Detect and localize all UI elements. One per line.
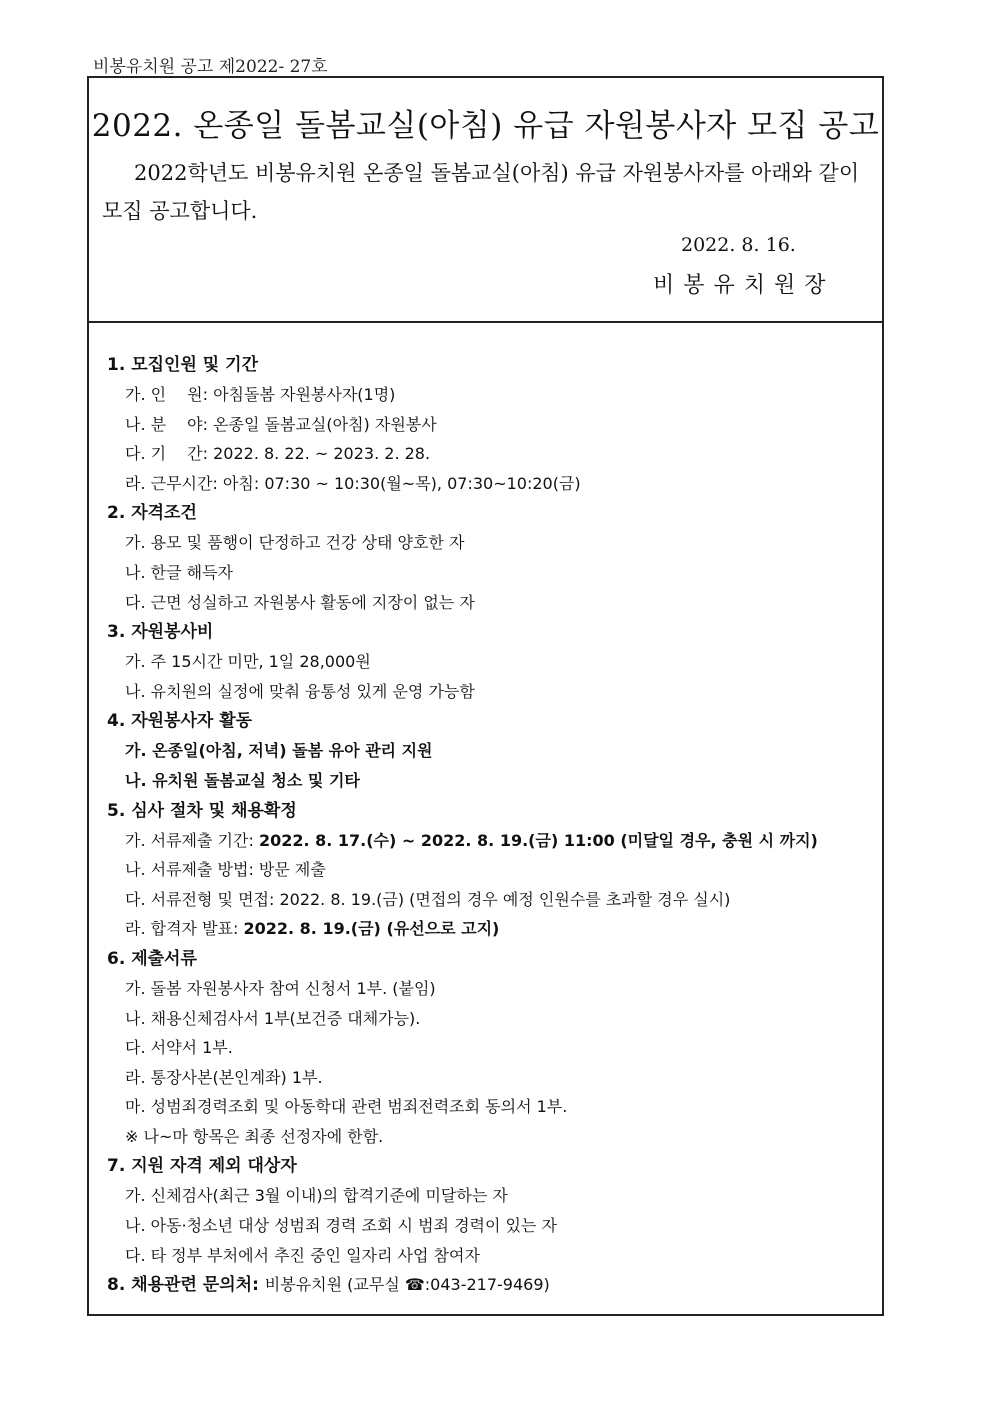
list-item: 나. 아동·청소년 대상 성범죄 경력 조회 시 범죄 경력이 있는 자 bbox=[125, 1216, 557, 1236]
section-title: 3. 자원봉사비 bbox=[107, 622, 214, 643]
section-exclusions bbox=[107, 1151, 872, 1270]
section-title: 1. 모집인원 및 기간 bbox=[107, 355, 258, 375]
list-item: 가. 온종일(아침, 저녁) 돌봄 유아 관리 지원 bbox=[125, 741, 433, 761]
notice-title: 2022. 온종일 돌봄교실(아침) 유급 자원봉사자 모집 공고 bbox=[91, 108, 880, 144]
section-title: 5. 심사 절차 및 채용확정 bbox=[107, 800, 297, 821]
document-number: 비봉유치원 공고 제2022- 27호 bbox=[93, 57, 328, 77]
section-documents bbox=[107, 944, 872, 1152]
notice-signer: 비봉유치원장 bbox=[653, 273, 835, 298]
section-procedure bbox=[107, 796, 872, 944]
list-item: 가. 주 15시간 미만, 1일 28,000원 bbox=[125, 652, 371, 672]
section-activities bbox=[107, 706, 872, 795]
list-item: 다. 기 간: 2022. 8. 22. ~ 2023. 2. 28. bbox=[125, 444, 431, 464]
list-item bbox=[107, 826, 872, 856]
list-item: 나. 유치원 돌봄교실 청소 및 기타 bbox=[125, 770, 360, 790]
list-item: 라. 근무시간: 아침: 07:30 ~ 10:30(월~목), 07:30~10:20(금) bbox=[125, 473, 581, 493]
section-recruitment bbox=[107, 350, 872, 498]
section-title: 4. 자원봉사자 활동 bbox=[107, 711, 253, 732]
section-pay bbox=[107, 617, 872, 706]
list-item: 나. 한글 해득자 bbox=[125, 562, 233, 582]
list-item: 마. 성범죄경력조회 및 아동학대 관련 범죄전력조회 동의서 1부. bbox=[125, 1097, 568, 1117]
notice-intro: 2022학년도 비봉유치원 온종일 돌봄교실(아침) 유급 자원봉사자를 아래와 같이 모집 공고합니다. bbox=[102, 161, 860, 223]
contact-value: 비봉유치원 (교무실 ☎:043-217-9469) bbox=[264, 1275, 550, 1295]
list-item: 가. 용모 및 품행이 단정하고 건강 상태 양호한 자 bbox=[125, 533, 465, 553]
list-item: 나. 채용신체검사서 1부(보건증 대체가능). bbox=[125, 1008, 421, 1028]
notice-date: 2022. 8. 16. bbox=[681, 234, 796, 256]
list-item: 다. 타 정부 부처에서 추진 중인 일자리 사업 참여자 bbox=[125, 1245, 480, 1265]
list-item: 가. 인 원: 아침돌봄 자원봉사자(1명) bbox=[125, 385, 396, 404]
item-value: 2022. 8. 19.(금) (유선으로 고지) bbox=[243, 919, 500, 939]
list-item: 가. 돌봄 자원봉사자 참여 신청서 1부. (붙임) bbox=[125, 978, 436, 998]
section-contact bbox=[107, 1270, 872, 1300]
list-item: 다. 근면 성실하고 자원봉사 활동에 지장이 없는 자 bbox=[125, 592, 475, 612]
notice-body bbox=[107, 350, 872, 1300]
item-value: 2022. 8. 17.(수) ~ 2022. 8. 19.(금) 11:00 (미달일 경우, 충원 시 까지) bbox=[258, 830, 818, 850]
list-item: 나. 유치원의 실정에 맞춰 융통성 있게 운영 가능함 bbox=[125, 681, 475, 701]
section-title: 7. 지원 자격 제외 대상자 bbox=[107, 1156, 297, 1177]
contact-label: 8. 채용관련 문의처: bbox=[107, 1275, 265, 1296]
list-item bbox=[107, 914, 872, 944]
list-item: 다. 서약서 1부. bbox=[125, 1038, 233, 1058]
list-item: 나. 분 야: 온종일 돌봄교실(아침) 자원봉사 bbox=[125, 414, 437, 434]
note: ※ 나~마 항목은 최종 선정자에 한함. bbox=[125, 1126, 384, 1146]
section-title: 6. 제출서류 bbox=[107, 948, 197, 969]
item-label: 라. 합격자 발표: bbox=[125, 919, 244, 939]
list-item: 라. 통장사본(본인계좌) 1부. bbox=[125, 1067, 323, 1087]
section-qualifications bbox=[107, 498, 872, 617]
list-item: 다. 서류전형 및 면접: 2022. 8. 19.(금) (면접의 경우 예정 인원수를 초과할 경우 실시) bbox=[125, 889, 731, 909]
notice-header bbox=[89, 78, 882, 323]
section-title: 2. 자격조건 bbox=[107, 503, 197, 524]
list-item: 나. 서류제출 방법: 방문 제출 bbox=[125, 860, 326, 880]
item-label: 가. 서류제출 기간: bbox=[125, 830, 259, 850]
list-item: 가. 신체검사(최근 3월 이내)의 합격기준에 미달하는 자 bbox=[125, 1186, 508, 1206]
notice-frame bbox=[87, 76, 884, 1316]
